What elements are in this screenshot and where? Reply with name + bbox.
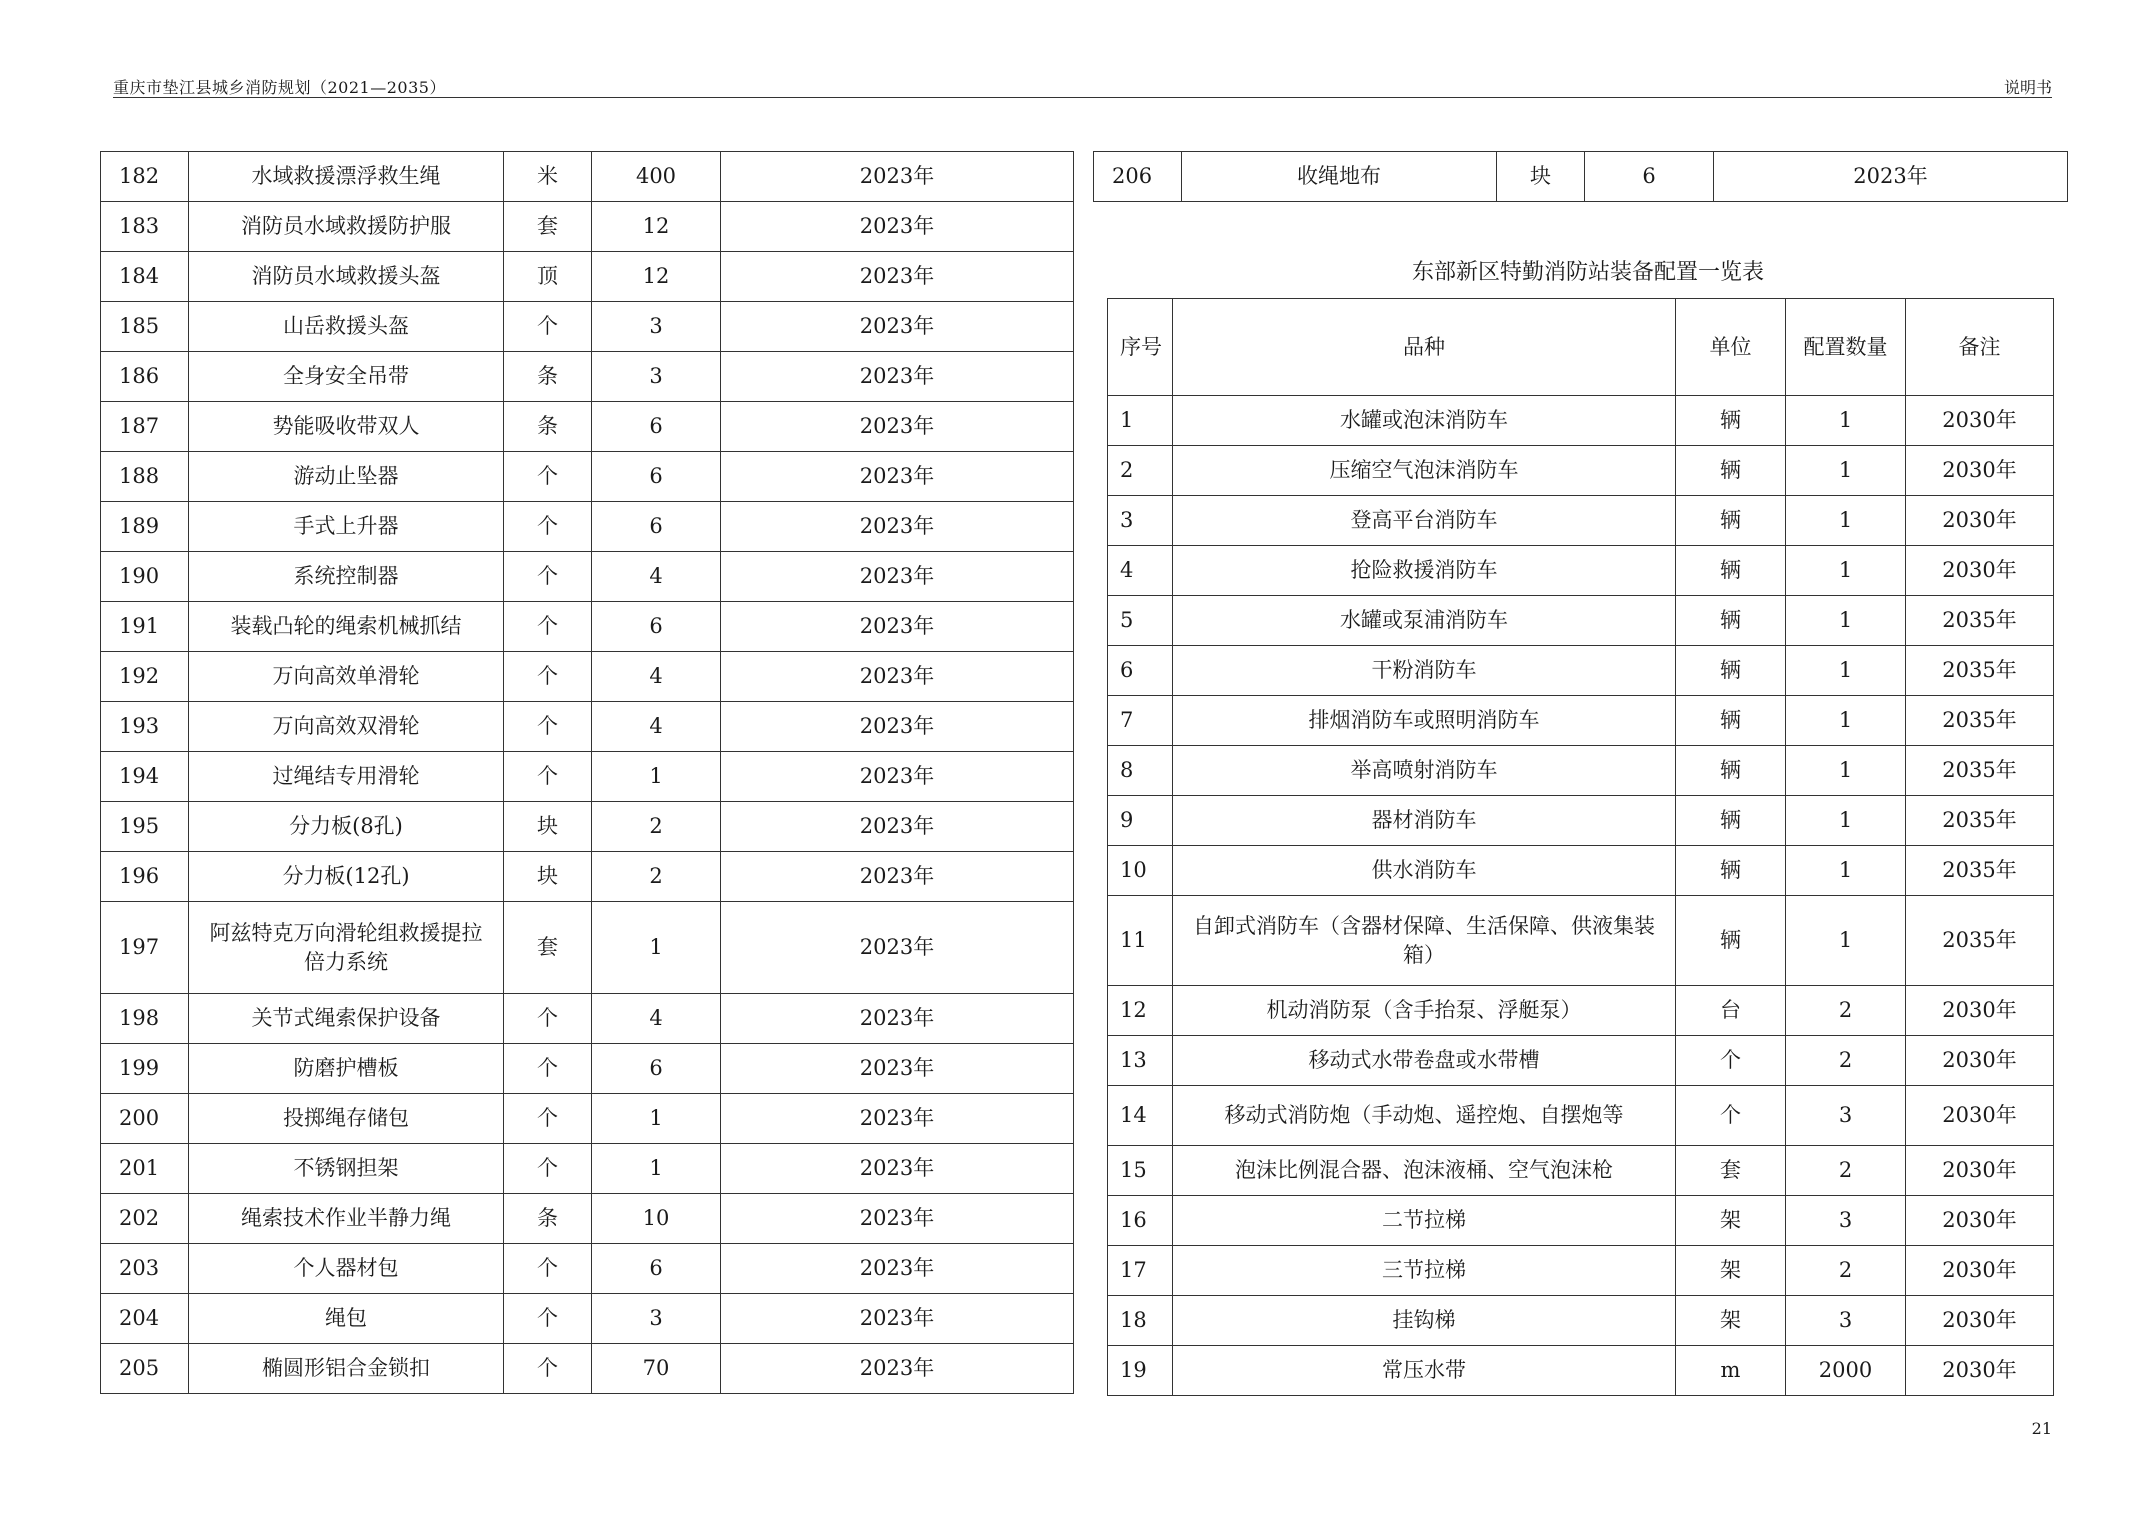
item-unit: 辆 <box>1676 796 1786 846</box>
item-quantity: 1 <box>592 1094 721 1144</box>
row-number: 198 <box>101 994 189 1044</box>
row-number: 189 <box>101 502 189 552</box>
item-name: 万向高效单滑轮 <box>189 652 504 702</box>
row-number: 186 <box>101 352 189 402</box>
item-quantity: 1 <box>1786 796 1906 846</box>
table-row <box>1108 546 2054 596</box>
item-quantity: 2 <box>1786 1036 1906 1086</box>
table-row <box>1108 986 2054 1036</box>
item-name: 防磨护槽板 <box>189 1044 504 1094</box>
item-name: 手式上升器 <box>189 502 504 552</box>
item-name: 关节式绳索保护设备 <box>189 994 504 1044</box>
table-row <box>1108 696 2054 746</box>
table-row <box>101 252 1074 302</box>
item-name: 水域救援漂浮救生绳 <box>189 152 504 202</box>
item-unit: 辆 <box>1676 596 1786 646</box>
item-quantity: 4 <box>592 552 721 602</box>
item-unit: 个 <box>504 602 592 652</box>
item-note: 2023年 <box>721 802 1074 852</box>
table-row <box>1108 846 2054 896</box>
item-quantity: 1 <box>1786 646 1906 696</box>
table-row <box>101 994 1074 1044</box>
item-name: 分力板(8孔) <box>189 802 504 852</box>
table-row <box>101 202 1074 252</box>
table-row <box>101 802 1074 852</box>
table-caption: 东部新区特勤消防站装备配置一览表 <box>1411 260 1764 285</box>
item-unit: 个 <box>504 994 592 1044</box>
item-name: 系统控制器 <box>189 552 504 602</box>
item-note: 2023年 <box>721 1194 1074 1244</box>
item-quantity: 70 <box>592 1344 721 1394</box>
item-note: 2023年 <box>721 602 1074 652</box>
item-note: 2023年 <box>721 202 1074 252</box>
item-note: 2030年 <box>1906 1146 2054 1196</box>
item-name: 个人器材包 <box>189 1244 504 1294</box>
table-row <box>1108 396 2054 446</box>
item-note: 2030年 <box>1906 546 2054 596</box>
item-name: 移动式消防炮（手动炮、遥控炮、自摆炮等 <box>1173 1086 1676 1146</box>
item-note: 2035年 <box>1906 846 2054 896</box>
item-note: 2023年 <box>721 1344 1074 1394</box>
table-row <box>1108 596 2054 646</box>
item-unit: 辆 <box>1676 846 1786 896</box>
item-note: 2023年 <box>721 702 1074 752</box>
item-quantity: 12 <box>592 252 721 302</box>
item-name: 投掷绳存储包 <box>189 1094 504 1144</box>
row-number: 10 <box>1108 846 1173 896</box>
row-number: 197 <box>101 902 189 994</box>
item-quantity: 1 <box>1786 896 1906 986</box>
item-note: 2035年 <box>1906 646 2054 696</box>
item-name: 绳索技术作业半静力绳 <box>189 1194 504 1244</box>
item-quantity: 2 <box>1786 1146 1906 1196</box>
equipment-table-continued <box>100 151 1074 1394</box>
item-name: 绳包 <box>189 1294 504 1344</box>
item-unit: 块 <box>504 852 592 902</box>
table-row <box>101 1044 1074 1094</box>
item-quantity: 3 <box>1786 1296 1906 1346</box>
table-row <box>101 602 1074 652</box>
page-number: 21 <box>2031 1419 2052 1438</box>
item-note: 2030年 <box>1906 1036 2054 1086</box>
item-name: 游动止坠器 <box>189 452 504 502</box>
row-number: 5 <box>1108 596 1173 646</box>
row-number: 17 <box>1108 1246 1173 1296</box>
item-quantity: 3 <box>1786 1086 1906 1146</box>
item-note: 2023年 <box>1714 152 2068 202</box>
item-unit: 辆 <box>1676 696 1786 746</box>
item-quantity: 6 <box>592 452 721 502</box>
item-unit: 个 <box>1676 1086 1786 1146</box>
row-number: 2 <box>1108 446 1173 496</box>
item-unit: 架 <box>1676 1246 1786 1296</box>
item-name: 阿兹特克万向滑轮组救援提拉倍力系统 <box>189 902 504 994</box>
item-name: 挂钩梯 <box>1173 1296 1676 1346</box>
item-name: 水罐或泡沫消防车 <box>1173 396 1676 446</box>
item-quantity: 2 <box>1786 986 1906 1036</box>
item-name: 山岳救援头盔 <box>189 302 504 352</box>
row-number: 185 <box>101 302 189 352</box>
item-quantity: 6 <box>592 1044 721 1094</box>
item-name: 消防员水域救援防护服 <box>189 202 504 252</box>
table-row <box>1108 746 2054 796</box>
item-name: 器材消防车 <box>1173 796 1676 846</box>
row-number: 11 <box>1108 896 1173 986</box>
table-row <box>1108 646 2054 696</box>
row-number: 18 <box>1108 1296 1173 1346</box>
item-unit: 架 <box>1676 1196 1786 1246</box>
item-quantity: 3 <box>1786 1196 1906 1246</box>
row-number: 1 <box>1108 396 1173 446</box>
item-note: 2023年 <box>721 652 1074 702</box>
item-note: 2023年 <box>721 1094 1074 1144</box>
table-row <box>101 902 1074 994</box>
item-unit: 套 <box>504 202 592 252</box>
item-note: 2023年 <box>721 302 1074 352</box>
item-quantity: 6 <box>592 502 721 552</box>
table-row <box>101 702 1074 752</box>
row-number: 16 <box>1108 1196 1173 1246</box>
item-name: 干粉消防车 <box>1173 646 1676 696</box>
item-name: 分力板(12孔) <box>189 852 504 902</box>
equipment-table-last-row <box>1093 151 2068 202</box>
item-unit: 个 <box>504 652 592 702</box>
header-no: 序号 <box>1108 299 1173 396</box>
table-row <box>101 1294 1074 1344</box>
item-unit: 套 <box>1676 1146 1786 1196</box>
row-number: 192 <box>101 652 189 702</box>
table-row <box>1108 1036 2054 1086</box>
item-note: 2023年 <box>721 502 1074 552</box>
item-note: 2023年 <box>721 1244 1074 1294</box>
station-equipment-table <box>1107 298 2054 1396</box>
document-title: 重庆市垫江县城乡消防规划（2021—2035） <box>113 78 446 97</box>
item-unit: 辆 <box>1676 646 1786 696</box>
item-unit: 个 <box>504 1044 592 1094</box>
row-number: 182 <box>101 152 189 202</box>
table-row <box>101 352 1074 402</box>
item-note: 2023年 <box>721 402 1074 452</box>
table-row <box>101 302 1074 352</box>
document-type: 说明书 <box>2003 78 2052 97</box>
item-name: 压缩空气泡沫消防车 <box>1173 446 1676 496</box>
item-name: 消防员水域救援头盔 <box>189 252 504 302</box>
item-name: 势能吸收带双人 <box>189 402 504 452</box>
row-number: 6 <box>1108 646 1173 696</box>
item-name: 不锈钢担架 <box>189 1144 504 1194</box>
row-number: 13 <box>1108 1036 1173 1086</box>
item-unit: 块 <box>1497 152 1585 202</box>
row-number: 202 <box>101 1194 189 1244</box>
item-quantity: 1 <box>1786 596 1906 646</box>
header-note: 备注 <box>1906 299 2054 396</box>
item-name: 三节拉梯 <box>1173 1246 1676 1296</box>
item-note: 2023年 <box>721 552 1074 602</box>
item-unit: m <box>1676 1346 1786 1396</box>
header-name: 品种 <box>1173 299 1676 396</box>
row-number: 195 <box>101 802 189 852</box>
row-number: 203 <box>101 1244 189 1294</box>
item-note: 2030年 <box>1906 1296 2054 1346</box>
item-note: 2030年 <box>1906 1196 2054 1246</box>
item-note: 2023年 <box>721 452 1074 502</box>
table-row <box>101 502 1074 552</box>
item-name: 自卸式消防车（含器材保障、生活保障、供液集装箱） <box>1173 896 1676 986</box>
item-quantity: 4 <box>592 994 721 1044</box>
item-unit: 套 <box>504 902 592 994</box>
item-quantity: 10 <box>592 1194 721 1244</box>
table-row <box>1108 1086 2054 1146</box>
table-row <box>1108 896 2054 986</box>
item-quantity: 2 <box>592 802 721 852</box>
item-quantity: 1 <box>592 902 721 994</box>
item-unit: 个 <box>504 502 592 552</box>
row-number: 193 <box>101 702 189 752</box>
item-name: 移动式水带卷盘或水带槽 <box>1173 1036 1676 1086</box>
item-unit: 个 <box>504 452 592 502</box>
item-name: 全身安全吊带 <box>189 352 504 402</box>
row-number: 187 <box>101 402 189 452</box>
row-number: 190 <box>101 552 189 602</box>
row-number: 191 <box>101 602 189 652</box>
item-unit: 架 <box>1676 1296 1786 1346</box>
item-quantity: 400 <box>592 152 721 202</box>
item-unit: 辆 <box>1676 496 1786 546</box>
row-number: 204 <box>101 1294 189 1344</box>
item-name: 机动消防泵（含手抬泵、浮艇泵） <box>1173 986 1676 1036</box>
item-unit: 条 <box>504 352 592 402</box>
item-unit: 个 <box>1676 1036 1786 1086</box>
item-unit: 个 <box>504 752 592 802</box>
item-note: 2030年 <box>1906 396 2054 446</box>
item-note: 2035年 <box>1906 596 2054 646</box>
item-unit: 辆 <box>1676 446 1786 496</box>
row-number: 188 <box>101 452 189 502</box>
item-note: 2023年 <box>721 1044 1074 1094</box>
item-quantity: 1 <box>1786 696 1906 746</box>
row-number: 194 <box>101 752 189 802</box>
item-unit: 辆 <box>1676 896 1786 986</box>
row-number: 183 <box>101 202 189 252</box>
item-note: 2035年 <box>1906 896 2054 986</box>
row-number: 184 <box>101 252 189 302</box>
item-note: 2030年 <box>1906 986 2054 1036</box>
header-unit: 单位 <box>1676 299 1786 396</box>
table-row <box>1108 1196 2054 1246</box>
row-number: 205 <box>101 1344 189 1394</box>
table-row <box>101 552 1074 602</box>
item-name: 供水消防车 <box>1173 846 1676 896</box>
item-unit: 台 <box>1676 986 1786 1036</box>
row-number: 12 <box>1108 986 1173 1036</box>
row-number: 4 <box>1108 546 1173 596</box>
item-unit: 个 <box>504 1094 592 1144</box>
item-unit: 辆 <box>1676 546 1786 596</box>
item-quantity: 2000 <box>1786 1346 1906 1396</box>
item-note: 2023年 <box>721 1294 1074 1344</box>
item-unit: 个 <box>504 552 592 602</box>
table-header-row <box>1108 299 2054 396</box>
item-unit: 条 <box>504 402 592 452</box>
item-note: 2023年 <box>721 752 1074 802</box>
table-row <box>1108 496 2054 546</box>
item-unit: 块 <box>504 802 592 852</box>
table-row <box>101 1194 1074 1244</box>
item-quantity: 2 <box>1786 1246 1906 1296</box>
item-note: 2023年 <box>721 252 1074 302</box>
table-row <box>1108 1246 2054 1296</box>
item-name: 椭圆形铝合金锁扣 <box>189 1344 504 1394</box>
row-number: 199 <box>101 1044 189 1094</box>
table-row <box>101 1094 1074 1144</box>
item-name: 二节拉梯 <box>1173 1196 1676 1246</box>
item-quantity: 1 <box>1786 446 1906 496</box>
item-note: 2035年 <box>1906 796 2054 846</box>
item-note: 2023年 <box>721 1144 1074 1194</box>
item-quantity: 1 <box>592 752 721 802</box>
item-quantity: 6 <box>1585 152 1714 202</box>
item-note: 2030年 <box>1906 496 2054 546</box>
item-unit: 个 <box>504 1244 592 1294</box>
item-unit: 个 <box>504 702 592 752</box>
item-quantity: 1 <box>592 1144 721 1194</box>
item-unit: 辆 <box>1676 396 1786 446</box>
row-number: 196 <box>101 852 189 902</box>
item-note: 2023年 <box>721 852 1074 902</box>
item-name: 常压水带 <box>1173 1346 1676 1396</box>
item-note: 2023年 <box>721 152 1074 202</box>
item-note: 2030年 <box>1906 1246 2054 1296</box>
item-note: 2035年 <box>1906 746 2054 796</box>
item-name: 排烟消防车或照明消防车 <box>1173 696 1676 746</box>
row-number: 7 <box>1108 696 1173 746</box>
row-number: 19 <box>1108 1346 1173 1396</box>
header-divider <box>113 97 2052 98</box>
header-qty: 配置数量 <box>1786 299 1906 396</box>
table-row <box>101 1244 1074 1294</box>
row-number: 200 <box>101 1094 189 1144</box>
item-note: 2030年 <box>1906 1346 2054 1396</box>
row-number: 14 <box>1108 1086 1173 1146</box>
item-unit: 条 <box>504 1194 592 1244</box>
table-row <box>1108 1346 2054 1396</box>
item-name: 收绳地布 <box>1182 152 1497 202</box>
item-note: 2030年 <box>1906 446 2054 496</box>
table-row <box>1108 1296 2054 1346</box>
item-unit: 辆 <box>1676 746 1786 796</box>
item-unit: 个 <box>504 1344 592 1394</box>
item-unit: 个 <box>504 302 592 352</box>
item-note: 2035年 <box>1906 696 2054 746</box>
item-quantity: 4 <box>592 702 721 752</box>
item-quantity: 2 <box>592 852 721 902</box>
item-quantity: 12 <box>592 202 721 252</box>
row-number: 15 <box>1108 1146 1173 1196</box>
row-number: 9 <box>1108 796 1173 846</box>
item-name: 登高平台消防车 <box>1173 496 1676 546</box>
row-number: 8 <box>1108 746 1173 796</box>
item-note: 2023年 <box>721 902 1074 994</box>
item-quantity: 3 <box>592 302 721 352</box>
item-name: 水罐或泵浦消防车 <box>1173 596 1676 646</box>
item-quantity: 1 <box>1786 846 1906 896</box>
item-name: 举高喷射消防车 <box>1173 746 1676 796</box>
item-name: 装载凸轮的绳索机械抓结 <box>189 602 504 652</box>
item-note: 2023年 <box>721 994 1074 1044</box>
item-quantity: 1 <box>1786 396 1906 446</box>
row-number: 3 <box>1108 496 1173 546</box>
table-row <box>1094 152 2068 202</box>
item-quantity: 6 <box>592 402 721 452</box>
table-row <box>101 152 1074 202</box>
item-unit: 个 <box>504 1294 592 1344</box>
item-unit: 顶 <box>504 252 592 302</box>
item-quantity: 6 <box>592 1244 721 1294</box>
table-row <box>101 1144 1074 1194</box>
table-row <box>101 452 1074 502</box>
table-row <box>1108 1146 2054 1196</box>
table-row <box>1108 796 2054 846</box>
table-row <box>101 652 1074 702</box>
item-quantity: 6 <box>592 602 721 652</box>
table-row <box>101 752 1074 802</box>
item-quantity: 1 <box>1786 496 1906 546</box>
table-row <box>101 1344 1074 1394</box>
item-name: 过绳结专用滑轮 <box>189 752 504 802</box>
item-quantity: 1 <box>1786 746 1906 796</box>
item-note: 2030年 <box>1906 1086 2054 1146</box>
item-quantity: 3 <box>592 352 721 402</box>
item-unit: 米 <box>504 152 592 202</box>
item-quantity: 3 <box>592 1294 721 1344</box>
item-quantity: 1 <box>1786 546 1906 596</box>
item-quantity: 4 <box>592 652 721 702</box>
item-unit: 个 <box>504 1144 592 1194</box>
item-note: 2023年 <box>721 352 1074 402</box>
item-name: 泡沫比例混合器、泡沫液桶、空气泡沫枪 <box>1173 1146 1676 1196</box>
row-number: 201 <box>101 1144 189 1194</box>
item-name: 抢险救援消防车 <box>1173 546 1676 596</box>
table-row <box>101 852 1074 902</box>
table-row <box>101 402 1074 452</box>
row-number: 206 <box>1094 152 1182 202</box>
table-row <box>1108 446 2054 496</box>
item-name: 万向高效双滑轮 <box>189 702 504 752</box>
